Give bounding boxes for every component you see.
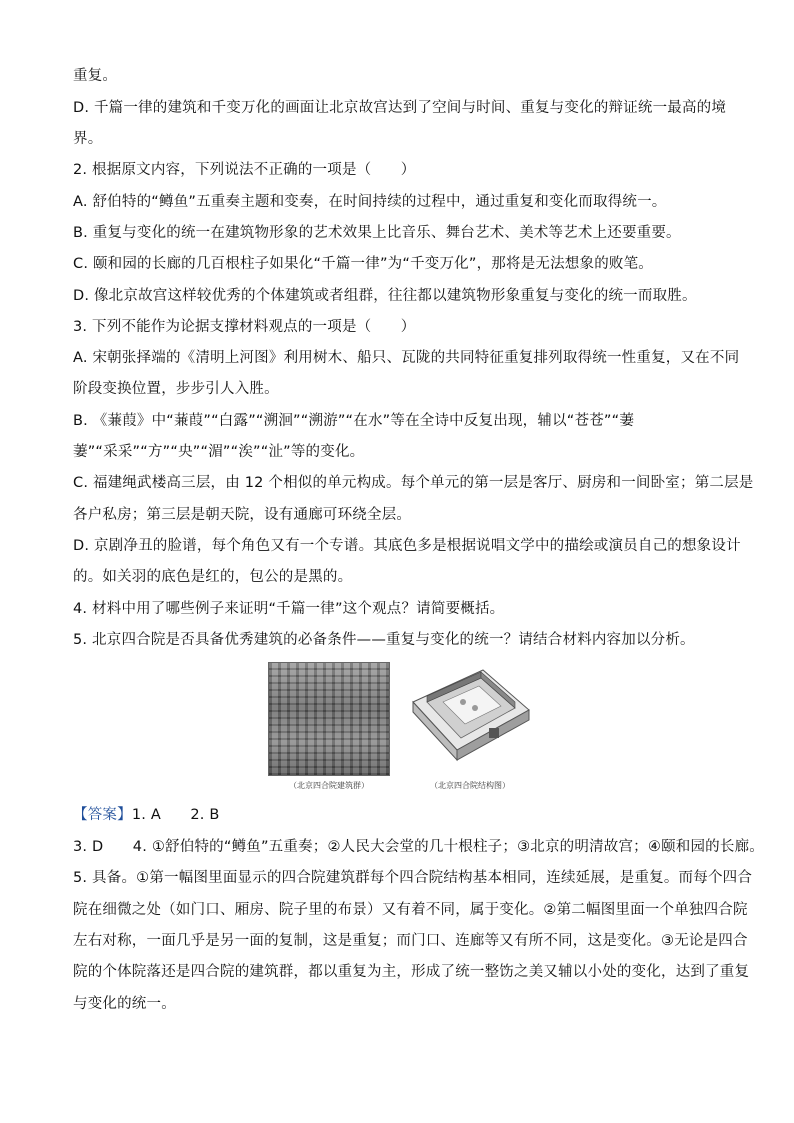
question-3: 3. 下列不能作为论据支撑材料观点的一项是（ ） [73,319,416,335]
answer-line [73,805,220,825]
option-a: A. 宋朝张择端的《清明上河图》利用树木、船只、瓦陇的共同特征重复排列取得统一性重复，又在不同 [73,350,740,366]
question-2: 2. 根据原文内容，下列说法不正确的一项是（ ） [73,162,416,178]
figure-caption: （北京四合院结构图） [430,781,510,790]
answer-3-4: 3. D 4. ①舒伯特的“鳟鱼”五重奏；②人民大会堂的几十根柱子；③北京的明清故宫；④颐和园的长廊。 [73,839,764,855]
answer-5: 院在细微之处（如门口、厢房、院子里的布景）又有着不同，属于变化。②第二幅图里面一个单独四合院 [73,902,748,918]
answer-tag: 【答案】 [73,807,132,823]
question-5: 5. 北京四合院是否具备优秀建筑的必备条件——重复与变化的统一？请结合材料内容加以分析。 [73,632,695,648]
text-line: D. 千篇一律的建筑和千变万化的画面让北京故宫达到了空间与时间、重复与变化的辩证统一最高的境 [73,100,727,116]
text-line: 的。如关羽的底色是红的，包公的是黑的。 [73,569,353,585]
figure-caption: （北京四合院建筑群） [289,781,369,790]
text-line: 界。 [73,131,103,147]
option-d: D. 像北京故宫这样较优秀的个体建筑或者组群，往往都以建筑物形象重复与变化的统一而取胜。 [73,288,697,304]
siheyuan-structure-diagram [405,662,533,774]
text-line: 阶段变换位置，步步引人入胜。 [73,381,279,397]
text-line: 各户私房；第三层是朝天院，设有通廊可环绕全层。 [73,507,412,523]
answer-5: 与变化的统一。 [73,996,176,1012]
text-line: 萋”“采采”“方”“央”“湄”“涘”“沚”等的变化。 [73,444,365,460]
text-line: 重复。 [73,68,118,84]
option-d: D. 京剧净丑的脸谱，每个角色又有一个专谱。其底色多是根据说唱文学中的描绘或演员自己的想象设计 [73,538,741,554]
option-b: B. 重复与变化的统一在建筑物形象的艺术效果上比音乐、舞台艺术、美术等艺术上还要重要。 [73,225,681,241]
answer-1-2: 1. A 2. B [131,807,220,823]
option-c: C. 福建绳武楼高三层，由 12 个相似的单元构成。每个单元的第一层是客厅、厨房和一间卧室；第二层是 [73,475,754,491]
question-4: 4. 材料中用了哪些例子来证明“千篇一律”这个观点？请简要概括。 [73,601,505,617]
answer-5: 院的个体院落还是四合院的建筑群，都以重复为主，形成了统一整饬之美又辅以小处的变化，达到了重复 [73,964,750,980]
option-b: B. 《蒹葭》中“蒹葭”“白露”“溯洄”“溯游”“在水”等在全诗中反复出现，辅以“苍苍”“萋 [73,413,635,429]
option-a: A. 舒伯特的“鳟鱼”五重奏主题和变奏，在时间持续的过程中，通过重复和变化而取得统一。 [73,194,667,210]
answer-5: 5. 具备。①第一幅图里面显示的四合院建筑群每个四合院结构基本相同，连续延展，是重复。而每个四合 [73,870,753,886]
option-c: C. 颐和园的长廊的几百根柱子如果化“千篇一律”为“千变万化”，那将是无法想象的败笔。 [73,256,653,272]
answer-5: 左右对称，一面几乎是另一面的复制，这是重复；而门口、连廊等又有所不同，这是变化。③无论是四合 [73,933,748,949]
siheyuan-cluster-photo [268,662,390,776]
